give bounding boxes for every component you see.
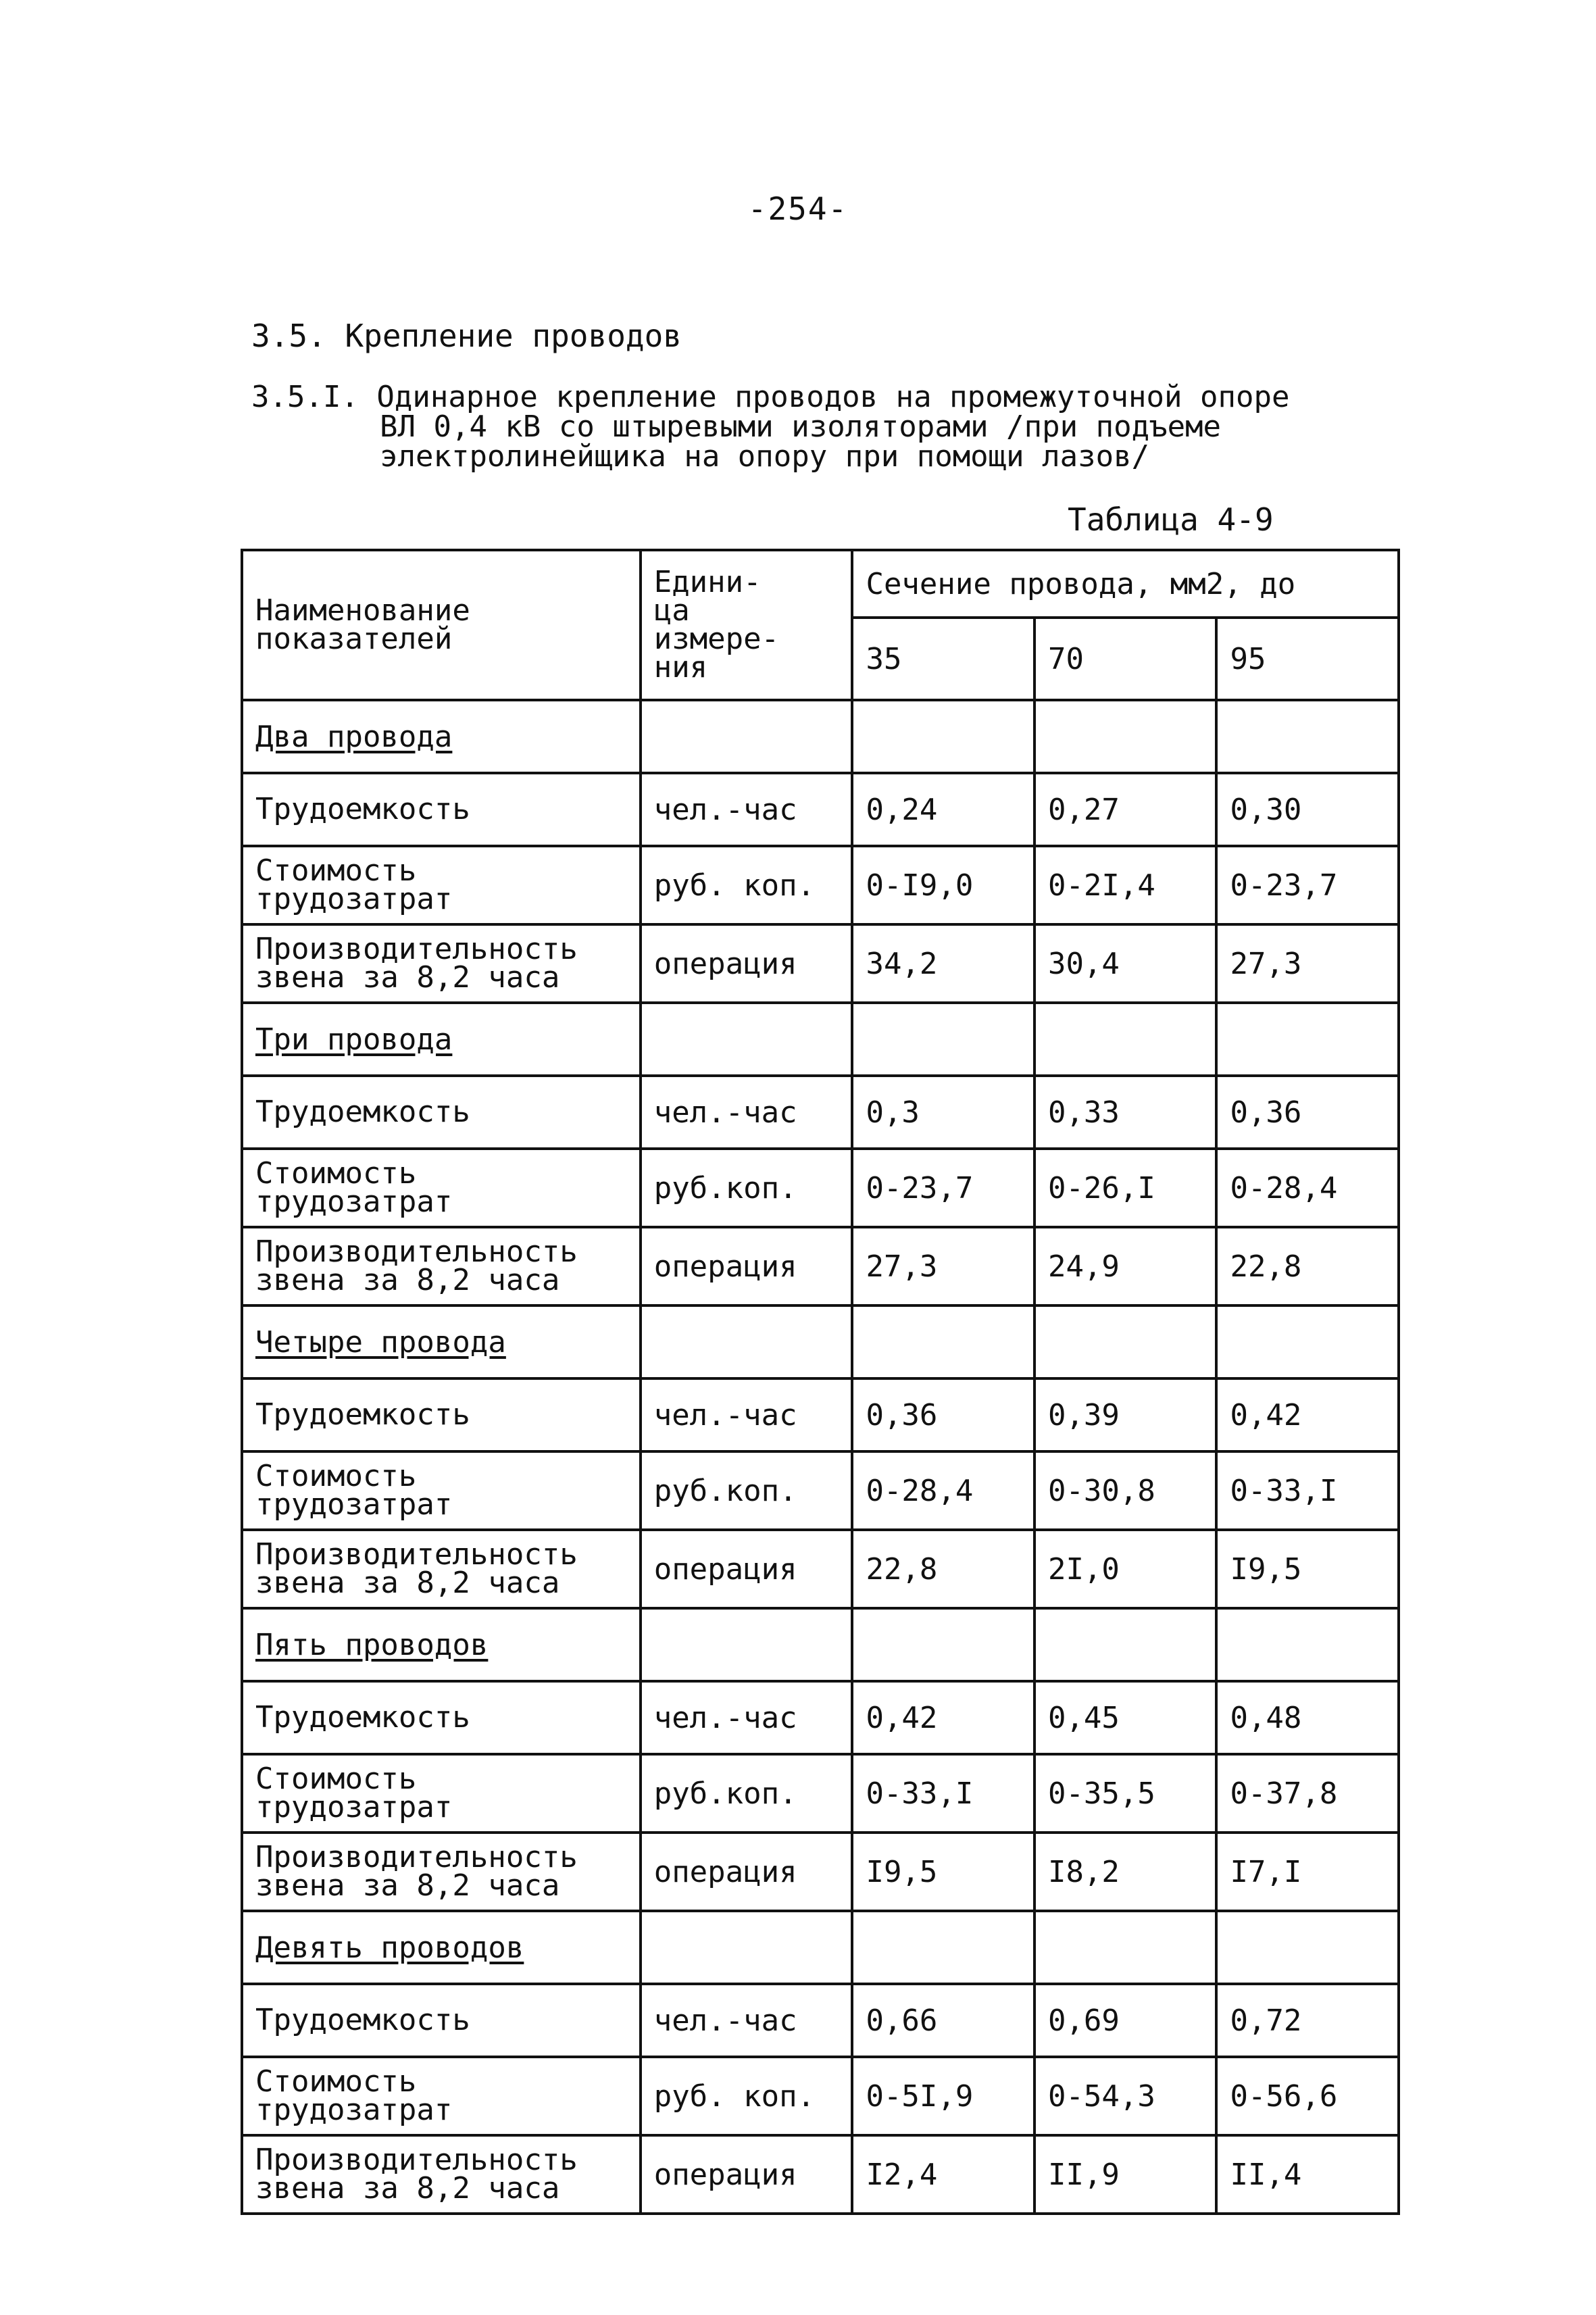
group-title-cell bbox=[242, 1608, 641, 1681]
indicator-name bbox=[242, 2135, 641, 2214]
indicator-name-line-2: трудозатрат bbox=[255, 1790, 453, 1824]
indicator-name-line-2: звена за 8,2 часа bbox=[255, 2171, 560, 2206]
table-row-three-wires-productivity bbox=[242, 1227, 1399, 1305]
table-row-nine-wires-productivity bbox=[242, 2135, 1399, 2214]
value-cell-70: 0-54,3 bbox=[1034, 2057, 1217, 2135]
unit-cell: операция bbox=[641, 924, 853, 1003]
indicator-name-line-1: Производительность bbox=[255, 1537, 578, 1572]
indicator-name-line-1: Производительность bbox=[255, 2143, 578, 2177]
indicator-name bbox=[242, 846, 641, 924]
indicator-name-line-1: Стоимость bbox=[255, 1156, 417, 1191]
indicator-name bbox=[242, 1378, 641, 1451]
header-section: Сечение провода, мм2, до bbox=[852, 550, 1399, 618]
header-name-line-2: показателей bbox=[255, 622, 453, 656]
indicator-name bbox=[242, 1984, 641, 2057]
table-row-nine-wires-labor-intensity bbox=[242, 1984, 1399, 2057]
norms-table bbox=[241, 549, 1400, 2215]
value-cell-70: 24,9 bbox=[1034, 1227, 1217, 1305]
indicator-name bbox=[242, 1833, 641, 1911]
indicator-name bbox=[242, 1530, 641, 1608]
group-header-blank bbox=[852, 1305, 1034, 1378]
value-cell-70: I8,2 bbox=[1034, 1833, 1217, 1911]
indicator-name-line-1: Трудоемкость bbox=[255, 2003, 470, 2037]
group-header-four-wires bbox=[242, 1305, 1399, 1378]
unit-cell: операция bbox=[641, 1227, 853, 1305]
group-title-cell bbox=[242, 700, 641, 773]
table-row-three-wires-labor-intensity bbox=[242, 1076, 1399, 1149]
indicator-name bbox=[242, 1149, 641, 1227]
group-header-two-wires bbox=[242, 700, 1399, 773]
indicator-name-line-1: Трудоемкость bbox=[255, 1397, 470, 1432]
table-row-four-wires-labor-cost bbox=[242, 1451, 1399, 1530]
group-header-blank bbox=[852, 700, 1034, 773]
value-cell-70: 0,33 bbox=[1034, 1076, 1217, 1149]
value-cell-35: 0,24 bbox=[852, 773, 1034, 846]
group-header-blank bbox=[1034, 1608, 1217, 1681]
value-cell-95: 0-23,7 bbox=[1216, 846, 1399, 924]
table-row-four-wires-productivity bbox=[242, 1530, 1399, 1608]
header-size-70: 70 bbox=[1034, 618, 1217, 700]
value-cell-35: 22,8 bbox=[852, 1530, 1034, 1608]
indicator-name-line-2: звена за 8,2 часа bbox=[255, 1263, 560, 1297]
value-cell-95: 0-28,4 bbox=[1216, 1149, 1399, 1227]
indicator-name-line-2: трудозатрат bbox=[255, 1185, 453, 1219]
value-cell-35: I9,5 bbox=[852, 1833, 1034, 1911]
group-title-cell bbox=[242, 1911, 641, 1984]
section-title: 3.5. Крепление проводов bbox=[251, 318, 682, 354]
group-header-nine-wires bbox=[242, 1911, 1399, 1984]
group-header-blank bbox=[641, 700, 853, 773]
group-header-blank bbox=[1216, 1305, 1399, 1378]
value-cell-35: 34,2 bbox=[852, 924, 1034, 1003]
subsection-title bbox=[251, 382, 1360, 472]
value-cell-35: 0-33,I bbox=[852, 1754, 1034, 1833]
value-cell-70: II,9 bbox=[1034, 2135, 1217, 2214]
unit-cell: операция bbox=[641, 1530, 853, 1608]
header-unit-line-2: ца bbox=[653, 593, 690, 628]
value-cell-70: 0-2I,4 bbox=[1034, 846, 1217, 924]
unit-cell: чел.-час bbox=[641, 1984, 853, 2057]
indicator-name bbox=[242, 2057, 641, 2135]
table-caption: Таблица 4-9 bbox=[1068, 501, 1274, 538]
header-unit-line-3: измере- bbox=[653, 622, 780, 656]
value-cell-95: 0-37,8 bbox=[1216, 1754, 1399, 1833]
value-cell-95: 0,42 bbox=[1216, 1378, 1399, 1451]
header-unit-line-4: ния bbox=[653, 650, 708, 684]
indicator-name-line-1: Стоимость bbox=[255, 1762, 417, 1796]
indicator-name bbox=[242, 924, 641, 1003]
table-row-two-wires-productivity bbox=[242, 924, 1399, 1003]
table-row-five-wires-labor-cost bbox=[242, 1754, 1399, 1833]
header-size-35: 35 bbox=[852, 618, 1034, 700]
value-cell-35: 27,3 bbox=[852, 1227, 1034, 1305]
value-cell-35: 0-I9,0 bbox=[852, 846, 1034, 924]
unit-cell: руб. коп. bbox=[641, 2057, 853, 2135]
value-cell-95: I7,I bbox=[1216, 1833, 1399, 1911]
indicator-name-line-1: Трудоемкость bbox=[255, 1095, 470, 1129]
table-row-nine-wires-labor-cost bbox=[242, 2057, 1399, 2135]
indicator-name-line-2: звена за 8,2 часа bbox=[255, 1868, 560, 1903]
subsection-line-3: электролинейщика на опору при помощи лазов/ bbox=[380, 439, 1150, 474]
value-cell-95: 0,36 bbox=[1216, 1076, 1399, 1149]
indicator-name-line-2: трудозатрат bbox=[255, 882, 453, 916]
value-cell-95: I9,5 bbox=[1216, 1530, 1399, 1608]
group-header-blank bbox=[1034, 1003, 1217, 1076]
unit-cell: руб.коп. bbox=[641, 1149, 853, 1227]
value-cell-95: 0-56,6 bbox=[1216, 2057, 1399, 2135]
page-number: -254- bbox=[747, 191, 849, 227]
header-unit bbox=[641, 550, 853, 700]
value-cell-70: 0-26,I bbox=[1034, 1149, 1217, 1227]
group-header-blank bbox=[852, 1003, 1034, 1076]
group-header-blank bbox=[1216, 700, 1399, 773]
group-header-blank bbox=[1216, 1608, 1399, 1681]
group-header-three-wires bbox=[242, 1003, 1399, 1076]
table-row-five-wires-productivity bbox=[242, 1833, 1399, 1911]
value-cell-35: 0-23,7 bbox=[852, 1149, 1034, 1227]
value-cell-35: 0,3 bbox=[852, 1076, 1034, 1149]
value-cell-95: 0,30 bbox=[1216, 773, 1399, 846]
indicator-name bbox=[242, 1754, 641, 1833]
indicator-name bbox=[242, 1451, 641, 1530]
value-cell-35: 0,36 bbox=[852, 1378, 1034, 1451]
value-cell-70: 30,4 bbox=[1034, 924, 1217, 1003]
group-header-blank bbox=[1034, 700, 1217, 773]
unit-cell: чел.-час bbox=[641, 1681, 853, 1754]
value-cell-95: 0-33,I bbox=[1216, 1451, 1399, 1530]
header-unit-line-1: Едини- bbox=[653, 565, 762, 599]
indicator-name bbox=[242, 1681, 641, 1754]
header-name-line-1: Наименование bbox=[255, 593, 470, 628]
table-row-three-wires-labor-cost bbox=[242, 1149, 1399, 1227]
indicator-name-line-1: Трудоемкость bbox=[255, 1700, 470, 1735]
group-header-five-wires bbox=[242, 1608, 1399, 1681]
table-row-two-wires-labor-intensity bbox=[242, 773, 1399, 846]
group-header-blank bbox=[641, 1911, 853, 1984]
value-cell-70: 0-35,5 bbox=[1034, 1754, 1217, 1833]
unit-cell: руб. коп. bbox=[641, 846, 853, 924]
value-cell-70: 0,27 bbox=[1034, 773, 1217, 846]
value-cell-95: 22,8 bbox=[1216, 1227, 1399, 1305]
indicator-name-line-2: трудозатрат bbox=[255, 2093, 453, 2127]
table-row-two-wires-labor-cost bbox=[242, 846, 1399, 924]
value-cell-35: I2,4 bbox=[852, 2135, 1034, 2214]
unit-cell: операция bbox=[641, 1833, 853, 1911]
group-header-blank bbox=[1216, 1003, 1399, 1076]
group-header-blank bbox=[1216, 1911, 1399, 1984]
group-title-cell bbox=[242, 1305, 641, 1378]
table-row-four-wires-labor-intensity bbox=[242, 1378, 1399, 1451]
value-cell-95: 0,72 bbox=[1216, 1984, 1399, 2057]
value-cell-70: 0-30,8 bbox=[1034, 1451, 1217, 1530]
subsection-line-2: ВЛ 0,4 кВ со штыревыми изоляторами /при подъеме bbox=[380, 409, 1222, 444]
table-row-five-wires-labor-intensity bbox=[242, 1681, 1399, 1754]
unit-cell: руб.коп. bbox=[641, 1754, 853, 1833]
unit-cell: руб.коп. bbox=[641, 1451, 853, 1530]
value-cell-35: 0-5I,9 bbox=[852, 2057, 1034, 2135]
indicator-name-line-2: трудозатрат bbox=[255, 1487, 453, 1522]
header-row bbox=[242, 550, 1399, 618]
indicator-name-line-1: Производительность bbox=[255, 1235, 578, 1269]
indicator-name-line-1: Стоимость bbox=[255, 1459, 417, 1493]
value-cell-95: 0,48 bbox=[1216, 1681, 1399, 1754]
group-header-blank bbox=[1034, 1305, 1217, 1378]
indicator-name-line-1: Стоимость bbox=[255, 853, 417, 888]
group-title: Три провода bbox=[255, 1022, 453, 1057]
group-header-blank bbox=[641, 1608, 853, 1681]
indicator-name-line-1: Производительность bbox=[255, 932, 578, 966]
group-header-blank bbox=[852, 1911, 1034, 1984]
value-cell-95: 27,3 bbox=[1216, 924, 1399, 1003]
group-header-blank bbox=[641, 1003, 853, 1076]
value-cell-70: 0,45 bbox=[1034, 1681, 1217, 1754]
value-cell-95: II,4 bbox=[1216, 2135, 1399, 2214]
indicator-name-line-1: Трудоемкость bbox=[255, 792, 470, 826]
indicator-name bbox=[242, 1227, 641, 1305]
unit-cell: чел.-час bbox=[641, 1076, 853, 1149]
header-name bbox=[242, 550, 641, 700]
group-title: Два провода bbox=[255, 719, 453, 754]
indicator-name-line-2: звена за 8,2 часа bbox=[255, 960, 560, 995]
group-title: Девять проводов bbox=[255, 1930, 524, 1965]
unit-cell: чел.-час bbox=[641, 1378, 853, 1451]
group-title: Четыре провода bbox=[255, 1324, 506, 1360]
value-cell-70: 0,69 bbox=[1034, 1984, 1217, 2057]
header-size-95: 95 bbox=[1216, 618, 1399, 700]
indicator-name bbox=[242, 773, 641, 846]
group-title: Пять проводов bbox=[255, 1627, 489, 1662]
indicator-name-line-1: Стоимость bbox=[255, 2064, 417, 2099]
value-cell-35: 0-28,4 bbox=[852, 1451, 1034, 1530]
unit-cell: чел.-час bbox=[641, 773, 853, 846]
group-header-blank bbox=[852, 1608, 1034, 1681]
value-cell-70: 0,39 bbox=[1034, 1378, 1217, 1451]
indicator-name-line-1: Производительность bbox=[255, 1840, 578, 1874]
group-header-blank bbox=[641, 1305, 853, 1378]
unit-cell: операция bbox=[641, 2135, 853, 2214]
group-title-cell bbox=[242, 1003, 641, 1076]
subsection-line-1: 3.5.I. Одинарное крепление проводов на промежуточной опоре bbox=[251, 380, 1290, 414]
value-cell-70: 2I,0 bbox=[1034, 1530, 1217, 1608]
indicator-name bbox=[242, 1076, 641, 1149]
value-cell-35: 0,42 bbox=[852, 1681, 1034, 1754]
indicator-name-line-2: звена за 8,2 часа bbox=[255, 1566, 560, 1600]
group-header-blank bbox=[1034, 1911, 1217, 1984]
value-cell-35: 0,66 bbox=[852, 1984, 1034, 2057]
